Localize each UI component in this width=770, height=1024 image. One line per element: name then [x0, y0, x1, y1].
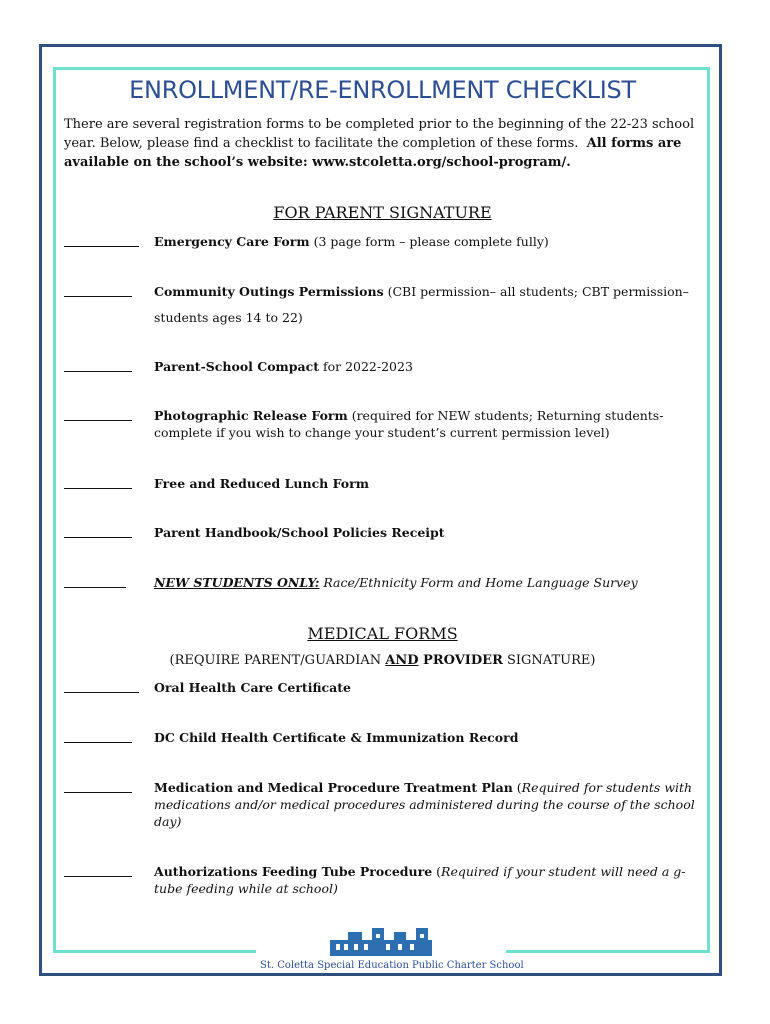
item-name: Community Outings Permissions	[154, 284, 384, 299]
checkbox-line	[64, 587, 126, 588]
parent-section-title: FOR PARENT SIGNATURE	[273, 203, 492, 222]
subtitle-text: (REQUIRE PARENT/GUARDIAN	[169, 653, 386, 668]
checkbox-line	[64, 296, 132, 297]
subtitle-text-end: SIGNATURE)	[502, 653, 596, 668]
item-detail: (CBI permission– all students; CBT permission– students ages 14 to 22)	[154, 284, 689, 325]
checkbox-line	[64, 537, 132, 538]
medical-section-title: MEDICAL FORMS	[307, 624, 458, 643]
item-name: Photographic Release Form	[154, 408, 348, 423]
item-name: DC Child Health Certificate & Immunization Record	[154, 730, 519, 745]
checkbox-line	[64, 246, 139, 247]
item-detail: Race/Ethnicity Form and Home Language Survey	[319, 575, 638, 590]
item-detail: (required for NEW students; Returning students- complete if you wish to change your student’s current permission level)	[154, 408, 664, 440]
checkbox-line	[64, 692, 139, 693]
item-name: Parent Handbook/School Policies Receipt	[154, 525, 445, 540]
intro-website-text: All forms are available on the school’s website: www.stcoletta.org/school-program/.	[64, 136, 682, 170]
item-name: Medication and Medical Procedure Treatment Plan	[154, 780, 513, 795]
item-name: Free and Reduced Lunch Form	[154, 476, 369, 491]
intro-text: There are several registration forms to be completed prior to the beginning of the 22-23 school year. Below, please find a checklist to facilitate the completion of these forms.	[64, 117, 695, 151]
checkbox-line	[64, 371, 132, 372]
item-detail: Required for students with medications and/or medical procedures administered during the course of the school day)	[154, 780, 695, 829]
intro-paragraph	[64, 115, 696, 172]
checkbox-line	[64, 876, 132, 877]
item-name: Oral Health Care Certificate	[154, 680, 351, 695]
checkbox-line	[64, 792, 132, 793]
page-title: ENROLLMENT/RE-ENROLLMENT CHECKLIST	[129, 76, 636, 104]
subtitle-and: AND	[385, 653, 419, 668]
checkbox-line	[64, 742, 132, 743]
medical-section-subtitle	[60, 653, 705, 668]
item-name: Parent-School Compact	[154, 359, 319, 374]
school-name: St. Coletta Special Education Public Charter School	[260, 960, 524, 971]
item-detail: Required if your student will need a g-tube feeding while at school)	[154, 864, 686, 896]
item-detail-paren: (	[432, 864, 442, 879]
checkbox-line	[64, 488, 132, 489]
item-name: Emergency Care Form	[154, 234, 310, 249]
item-name: NEW STUDENTS ONLY:	[154, 575, 320, 590]
subtitle-provider: PROVIDER	[418, 653, 503, 668]
item-detail: (3 page form – please complete fully)	[309, 234, 549, 249]
item-name: Authorizations Feeding Tube Procedure	[154, 864, 433, 879]
school-building-logo-icon	[330, 926, 432, 960]
item-detail-paren: (	[512, 780, 522, 795]
checkbox-line	[64, 420, 132, 421]
item-detail: for 2022-2023	[319, 359, 413, 374]
